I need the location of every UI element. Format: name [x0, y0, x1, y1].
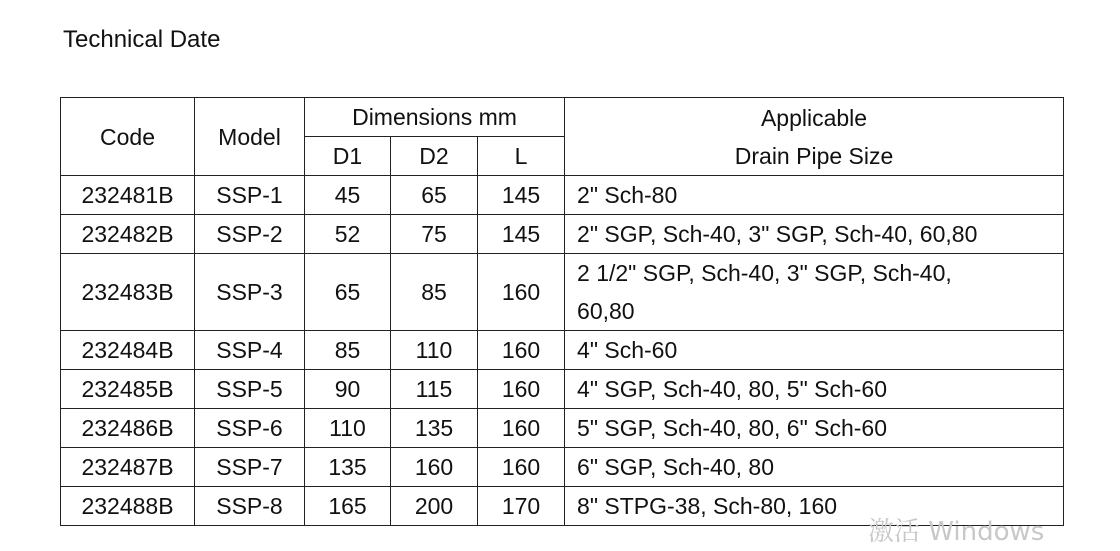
cell-code: 232484B: [61, 331, 195, 370]
cell-model: SSP-7: [195, 448, 305, 487]
cell-d1: 110: [305, 409, 391, 448]
header-model: Model: [195, 98, 305, 176]
cell-applicable: 2" SGP, Sch-40, 3" SGP, Sch-40, 60,80: [565, 215, 1064, 254]
cell-code: 232482B: [61, 215, 195, 254]
header-row-1: [61, 98, 1064, 137]
header-applicable: [565, 98, 1064, 176]
cell-l: 160: [478, 254, 565, 331]
cell-applicable: [565, 254, 1064, 331]
table-row: [61, 254, 1064, 331]
cell-model: SSP-8: [195, 487, 305, 526]
header-applicable-line1: Applicable: [760, 104, 868, 131]
cell-applicable: 8" STPG-38, Sch-80, 160: [565, 487, 1064, 526]
cell-l: 145: [478, 176, 565, 215]
page-title: Technical Date: [63, 26, 221, 53]
cell-model: SSP-4: [195, 331, 305, 370]
cell-applicable-line2: 60,80: [577, 298, 635, 324]
technical-data-table: [60, 97, 1064, 526]
cell-code: 232481B: [61, 176, 195, 215]
cell-d2: 85: [391, 254, 478, 331]
cell-model: SSP-1: [195, 176, 305, 215]
header-l: L: [478, 137, 565, 176]
cell-applicable: 2" Sch-80: [565, 176, 1064, 215]
cell-d2: 110: [391, 331, 478, 370]
cell-l: 160: [478, 370, 565, 409]
cell-l: 160: [478, 409, 565, 448]
cell-model: SSP-3: [195, 254, 305, 331]
table-row: [61, 409, 1064, 448]
cell-d2: 115: [391, 370, 478, 409]
table-row: [61, 331, 1064, 370]
cell-d1: 85: [305, 331, 391, 370]
cell-d2: 75: [391, 215, 478, 254]
cell-d1: 65: [305, 254, 391, 331]
table-row: [61, 448, 1064, 487]
header-d1: D1: [305, 137, 391, 176]
header-dimensions: Dimensions mm: [305, 98, 565, 137]
cell-l: 160: [478, 448, 565, 487]
cell-code: 232486B: [61, 409, 195, 448]
cell-applicable-line1: 2 1/2" SGP, Sch-40, 3" SGP, Sch-40,: [577, 260, 952, 286]
header-d2: D2: [391, 137, 478, 176]
cell-l: 170: [478, 487, 565, 526]
cell-d2: 135: [391, 409, 478, 448]
cell-code: 232487B: [61, 448, 195, 487]
cell-applicable: 5" SGP, Sch-40, 80, 6" Sch-60: [565, 409, 1064, 448]
cell-code: 232485B: [61, 370, 195, 409]
table-row: [61, 176, 1064, 215]
cell-d1: 52: [305, 215, 391, 254]
header-code: Code: [61, 98, 195, 176]
cell-model: SSP-6: [195, 409, 305, 448]
cell-code: 232483B: [61, 254, 195, 331]
cell-applicable: 4" Sch-60: [565, 331, 1064, 370]
cell-applicable: 4" SGP, Sch-40, 80, 5" Sch-60: [565, 370, 1064, 409]
cell-d1: 165: [305, 487, 391, 526]
cell-applicable: 6" SGP, Sch-40, 80: [565, 448, 1064, 487]
cell-d2: 160: [391, 448, 478, 487]
cell-d1: 135: [305, 448, 391, 487]
table-row: [61, 215, 1064, 254]
cell-d1: 45: [305, 176, 391, 215]
table-row: [61, 370, 1064, 409]
cell-code: 232488B: [61, 487, 195, 526]
cell-l: 145: [478, 215, 565, 254]
cell-model: SSP-2: [195, 215, 305, 254]
cell-model: SSP-5: [195, 370, 305, 409]
cell-d2: 65: [391, 176, 478, 215]
activate-windows-watermark: 激活 Windows: [868, 517, 1045, 547]
cell-d1: 90: [305, 370, 391, 409]
header-applicable-line2: Drain Pipe Size: [734, 142, 894, 169]
cell-d2: 200: [391, 487, 478, 526]
cell-l: 160: [478, 331, 565, 370]
